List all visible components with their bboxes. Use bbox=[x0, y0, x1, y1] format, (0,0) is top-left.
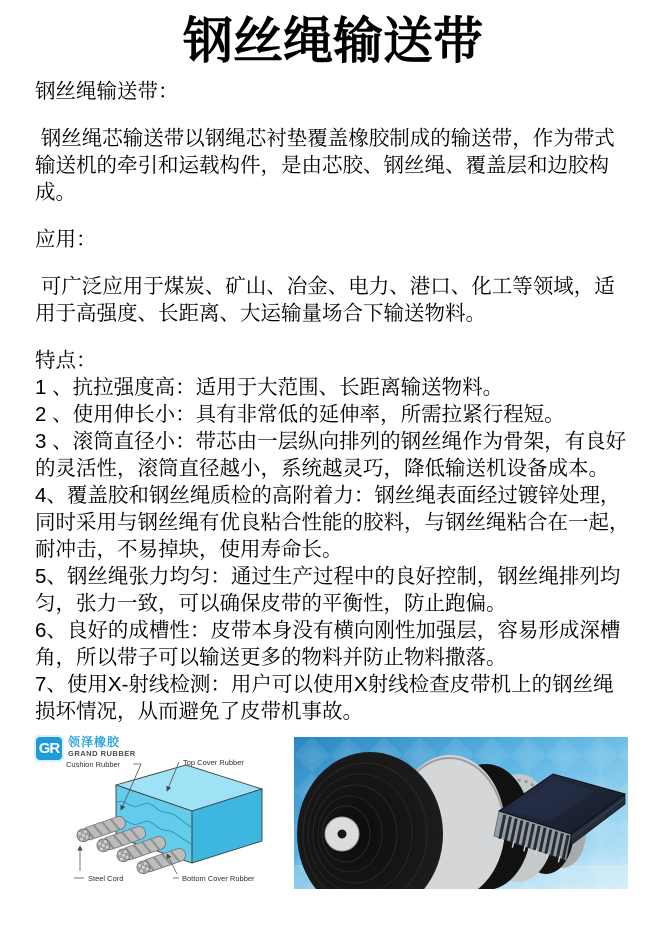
grand-rubber-monogram-icon: GR bbox=[34, 735, 64, 762]
application-paragraph: 可广泛应用于煤炭、矿山、冶金、电力、港口、化工等领域，适用于高强度、长距离、大运输量场合下输送物料。 bbox=[35, 275, 615, 325]
feature-item-7: 7、使用X-射线检测：用户可以使用X射线检查皮带机上的钢丝绳损坏情况，从而避免了皮带机事故。 bbox=[35, 673, 614, 723]
brand-logo bbox=[34, 735, 136, 762]
feature-item-6: 6、良好的成槽性：皮带本身没有横向刚性加强层，容易形成深槽角，所以带子可以输送更多的物料并防止物料撒落。 bbox=[35, 619, 621, 669]
application-label: 应用： bbox=[35, 228, 97, 251]
feature-item-5: 5、钢丝绳张力均匀：通过生产过程中的良好控制，钢丝绳排列均匀，张力一致，可以确保皮带的平衡性，防止跑偏。 bbox=[35, 565, 621, 615]
intro-label: 钢丝绳输送带： bbox=[35, 80, 179, 103]
top-cover-rubber-label: Top Cover Rubber bbox=[183, 758, 244, 767]
brand-name-cn: 领泽橡胶 bbox=[68, 735, 121, 749]
bottom-cover-rubber-label: Bottom Cover Rubber bbox=[182, 874, 255, 883]
roll-core-hole bbox=[338, 830, 347, 839]
product-photo bbox=[294, 737, 628, 889]
brand-name-en: GRAND RUBBER bbox=[68, 749, 136, 758]
page-title: 钢丝绳输送带 bbox=[183, 13, 483, 69]
brand-names bbox=[68, 735, 136, 758]
feature-item-3: 3 、滚筒直径小：带芯由一层纵向排列的钢丝绳作为骨架，有良好的灵活性，滚筒直径越小，系统越灵巧，降低输送机设备成本。 bbox=[35, 430, 627, 480]
intro-paragraph: 钢丝绳芯输送带以钢绳芯衬垫覆盖橡胶制成的输送带，作为带式输送机的牵引和运载构件，是由芯胶、钢丝绳、覆盖层和边胶构成。 bbox=[35, 127, 615, 204]
conveyor-belt-rolls-and-steel-cord-sample-photo bbox=[294, 737, 628, 889]
feature-item-4: 4、覆盖胶和钢丝绳质检的高附着力：钢丝绳表面经过镀锌处理，同时采用与钢丝绳有优良粘合性能的胶料，与钢丝绳粘合在一起，耐冲击，不易掉块，使用寿命长。 bbox=[35, 484, 630, 561]
feature-item-1: 1 、抗拉强度高：适用于大范围、长距离输送物料。 bbox=[35, 376, 504, 399]
document-root bbox=[0, 12, 666, 897]
figures-row bbox=[30, 733, 631, 897]
steel-cord-label: Steel Cord bbox=[88, 874, 124, 883]
cushion-rubber-label: Cushion Rubber bbox=[66, 760, 121, 769]
belt-structure-diagram bbox=[30, 733, 286, 897]
features-label: 特点： bbox=[35, 349, 97, 372]
feature-item-2: 2 、使用伸长小：具有非常低的延伸率，所需拉紧行程短。 bbox=[35, 403, 565, 426]
